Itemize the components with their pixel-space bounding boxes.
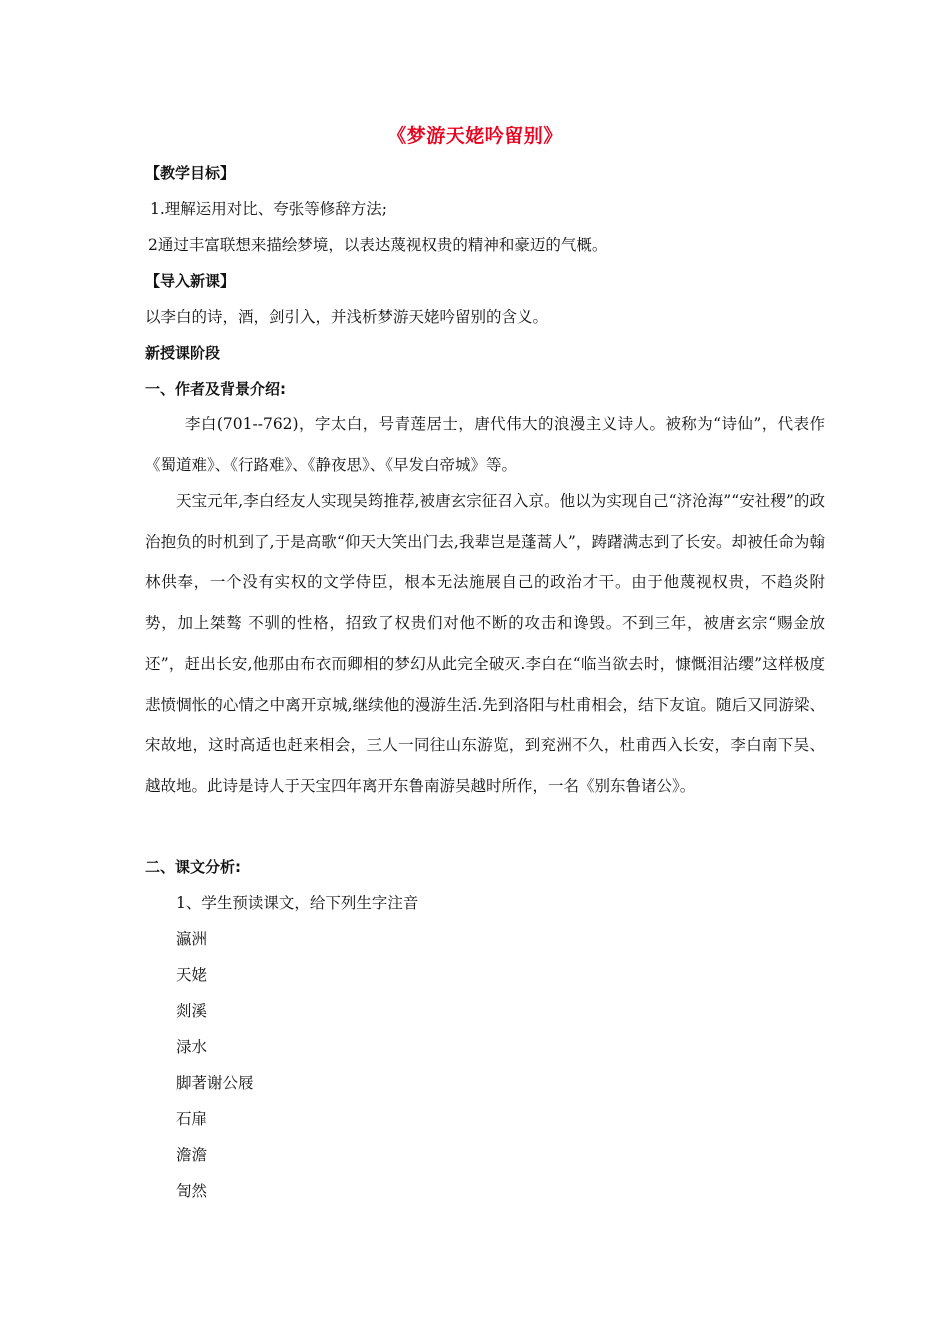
vocab-item: 天姥 [176,966,208,984]
vocab-item: 瀛洲 [176,930,208,948]
section1-heading: 一、作者及背景介绍: [145,380,286,398]
vocab-item: 脚著谢公屐 [176,1074,254,1092]
vocab-item: 澹澹 [176,1146,208,1164]
vocab-item: 石扉 [176,1110,208,1128]
section2-heading: 二、课文分析: [145,858,241,876]
new-lesson-heading: 新授课阶段 [145,344,221,362]
objective-2: 2通过丰富联想来描绘梦境，以表达蔑视权贵的精神和豪迈的气概。 [148,236,608,254]
task-1: 1、学生预读课文，给下列生字注音 [176,894,419,912]
vocab-item: 訇然 [176,1182,208,1200]
intro-heading: 【导入新课】 [145,272,236,290]
intro-text: 以李白的诗，酒，剑引入，并浅析梦游天姥吟留别的含义。 [145,308,549,326]
background-paragraph: 天宝元年,李白经友人实现吴筠推荐,被唐玄宗征召入京。他以为实现自己“济沧海”“安社稷”的政治抱负的时机到了,于是高歌“仰天大笑出门去,我辈岂是蓬蒿人”，踌躇满志到了长安。却被任命为翰林供奉，一个没有实权的文学侍臣，根本无法施展自己的政治才干。由于他蔑视权贵，不趋炎附势，加上桀骜 不驯的性格，招致了权贵们对他不断的攻击和谗毁。不到三年，被唐玄宗“赐金放还”，赶出长安,他那由布衣而卿相的梦幻从此完全破灭.李白在“临当欲去时，慷慨泪沾缨”这样极度悲愤惆怅的心情之中离开京城,继续他的漫游生活.先到洛阳与杜甫相会，结下友谊。随后又同游梁、宋故地，这时高适也赶来相会，三人一同往山东游览，到兖洲不久，杜甫西入长安，李白南下吴、越故地。此诗是诗人于天宝四年离开东鲁南游吴越时所作，一名《别东鲁诸公》。 [145,492,825,795]
objectives-heading: 【教学目标】 [145,164,236,182]
objective-1: 1.理解运用对比、夸张等修辞方法; [150,200,388,218]
vocab-item: 剡溪 [176,1002,208,1020]
author-paragraph: 李白(701--762)，字太白，号青莲居士，唐代伟大的浪漫主义诗人。被称为“诗仙”，代表作《蜀道难》、《行路难》、《静夜思》、《早发白帝城》等。 [145,415,825,474]
vocab-item: 渌水 [176,1038,208,1056]
document-title: 《梦游天姥吟留别》 [387,125,563,147]
